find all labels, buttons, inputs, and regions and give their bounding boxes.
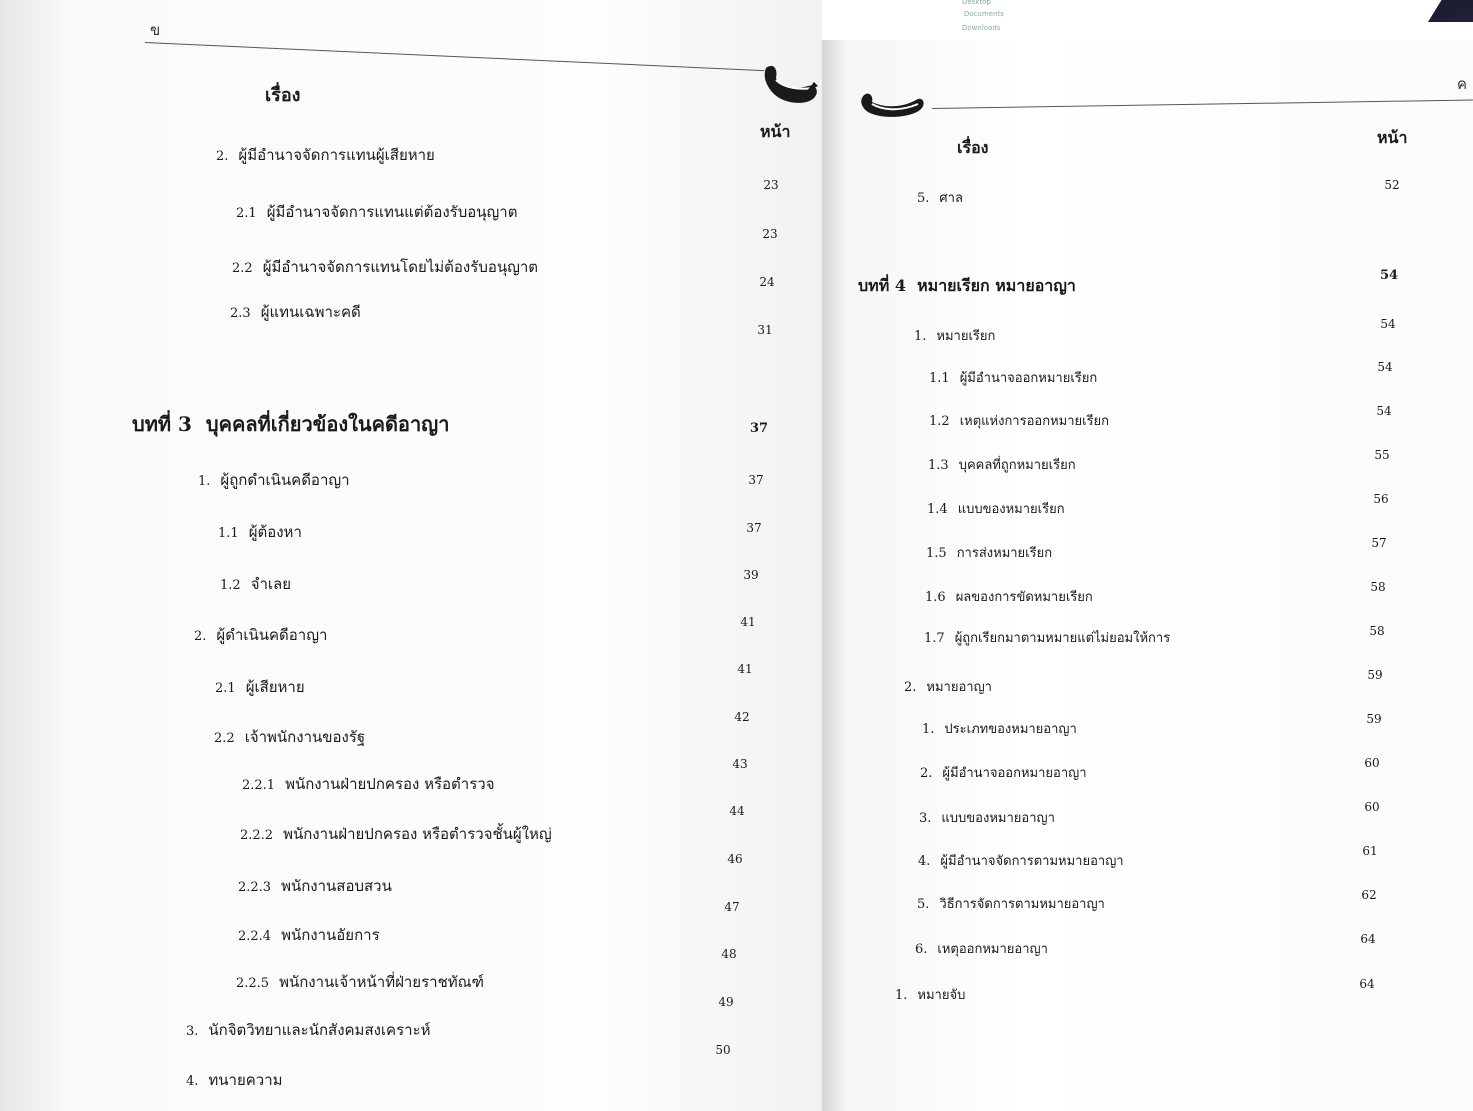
page-number: 37 xyxy=(746,521,762,535)
header-rule xyxy=(932,99,1473,109)
scroll-ornament-icon xyxy=(858,88,928,122)
toc-entry: 6. เหตุออกหมายอาญา xyxy=(915,942,1048,957)
page-number: 37 xyxy=(749,421,769,436)
page-number: 49 xyxy=(718,995,734,1009)
right-page xyxy=(822,40,1473,1111)
page-column-heading: หน้า xyxy=(760,122,791,141)
toc-entry: 2.2.3 พนักงานสอบสวน xyxy=(238,877,392,895)
page-number: 64 xyxy=(1360,932,1376,946)
toc-entry: 1.4 แบบของหมายเรียก xyxy=(927,502,1065,517)
page-number: 60 xyxy=(1364,800,1380,814)
header-rule xyxy=(145,42,764,71)
page-number: 24 xyxy=(759,275,775,289)
toc-entry: 3. แบบของหมายอาญา xyxy=(919,811,1055,826)
toc-entry: 2.2.1 พนักงานฝ่ายปกครอง หรือตำรวจ xyxy=(242,775,495,793)
toc-entry: 1.2 จำเลย xyxy=(220,575,292,593)
toc-entry: 1. ผู้ถูกดำเนินคดีอาญา xyxy=(198,471,350,489)
ghost-text: Downloads xyxy=(962,24,1001,32)
page-number: 54 xyxy=(1377,360,1393,374)
page-number: 61 xyxy=(1362,844,1378,858)
toc-entry: 1. หมายเรียก xyxy=(914,329,996,344)
page-number: 23 xyxy=(763,178,779,192)
page-number: 42 xyxy=(734,710,750,724)
toc-entry: 2.2.5 พนักงานเจ้าหน้าที่ฝ่ายราชทัณฑ์ xyxy=(236,973,485,991)
page-letter: ค xyxy=(1457,75,1468,93)
page-number: 31 xyxy=(757,323,773,337)
corner-shadow xyxy=(1428,0,1473,22)
ghost-text: Desktop xyxy=(962,0,991,6)
chapter-heading: บทที่ 4 หมายเรียก หมายอาญา xyxy=(858,276,1076,295)
toc-entry: 5. วิธีการจัดการตามหมายอาญา xyxy=(917,897,1105,912)
toc-entry: 1.5 การส่งหมายเรียก xyxy=(926,546,1053,561)
chapter-heading: บทที่ 3 บุคคลที่เกี่ยวข้องในคดีอาญา xyxy=(132,412,450,436)
page-number: 48 xyxy=(721,947,737,961)
page-number: 44 xyxy=(729,804,745,818)
toc-entry: 1.6 ผลของการขัดหมายเรียก xyxy=(925,590,1093,605)
page-column-heading: หน้า xyxy=(1377,128,1408,147)
toc-entry: 2.2.4 พนักงานอัยการ xyxy=(238,926,380,944)
toc-entry: 2.1 ผู้เสียหาย xyxy=(215,678,305,696)
page-number: 39 xyxy=(743,568,759,582)
page-number: 64 xyxy=(1359,977,1375,991)
toc-entry: 3. นักจิตวิทยาและนักสังคมสงเคราะห์ xyxy=(186,1021,431,1039)
page-number: 50 xyxy=(715,1043,731,1057)
toc-entry: 1.7 ผู้ถูกเรียกมาตามหมายแต่ไม่ยอมให้การ xyxy=(924,631,1171,646)
toc-entry: 1.1 ผู้มีอำนาจออกหมายเรียก xyxy=(929,371,1098,386)
page-number: 41 xyxy=(737,662,753,676)
page-number: 47 xyxy=(724,900,740,914)
toc-entry: 2.2 เจ้าพนักงานของรัฐ xyxy=(214,728,366,746)
toc-entry: 2.2 ผู้มีอำนาจจัดการแทนโดยไม่ต้องรับอนุญาต xyxy=(232,258,539,276)
page-number: 52 xyxy=(1384,178,1400,192)
toc-entry: 2.2.2 พนักงานฝ่ายปกครอง หรือตำรวจชั้นผู้ใหญ่ xyxy=(240,825,552,843)
page-number: 54 xyxy=(1379,268,1399,283)
toc-entry: 1.3 บุคคลที่ถูกหมายเรียก xyxy=(928,458,1076,473)
toc-heading: เรื่อง xyxy=(957,138,989,157)
scroll-ornament-icon xyxy=(760,62,822,110)
page-number: 56 xyxy=(1373,492,1389,506)
page-number: 23 xyxy=(762,227,778,241)
page-number: 55 xyxy=(1374,448,1390,462)
toc-entry: 1.1 ผู้ต้องหา xyxy=(218,523,302,541)
toc-entry: 1. ประเภทของหมายอาญา xyxy=(922,722,1077,737)
toc-entry: 2. ผู้มีอำนาจจัดการแทนผู้เสียหาย xyxy=(216,146,435,164)
background-strip xyxy=(822,0,1473,40)
toc-entry: 5. ศาล xyxy=(917,191,963,206)
page-number: 62 xyxy=(1361,888,1377,902)
page-number: 37 xyxy=(748,473,764,487)
toc-entry: 1. หมายจับ xyxy=(895,988,966,1003)
toc-entry: 2. หมายอาญา xyxy=(904,680,992,695)
page-number: 59 xyxy=(1367,668,1383,682)
page-number: 41 xyxy=(740,615,756,629)
toc-entry: 4. ทนายความ xyxy=(186,1071,283,1089)
page-number: 58 xyxy=(1370,580,1386,594)
toc-entry: 2.3 ผู้แทนเฉพาะคดี xyxy=(230,303,361,321)
toc-heading: เรื่อง xyxy=(265,85,301,106)
toc-entry: 2. ผู้มีอำนาจออกหมายอาญา xyxy=(920,766,1087,781)
page-number: 46 xyxy=(727,852,743,866)
page-letter: ข xyxy=(150,21,161,39)
toc-entry: 2.1 ผู้มีอำนาจจัดการแทนแต่ต้องรับอนุญาต xyxy=(236,203,518,221)
toc-entry: 4. ผู้มีอำนาจจัดการตามหมายอาญา xyxy=(918,854,1124,869)
toc-entry: 2. ผู้ดำเนินคดีอาญา xyxy=(194,626,328,644)
page-number: 60 xyxy=(1364,756,1380,770)
page-number: 54 xyxy=(1376,404,1392,418)
ghost-text: Documents xyxy=(964,10,1004,18)
page-number: 59 xyxy=(1366,712,1382,726)
page-number: 54 xyxy=(1380,317,1396,331)
page-number: 58 xyxy=(1369,624,1385,638)
toc-entry: 1.2 เหตุแห่งการออกหมายเรียก xyxy=(929,414,1110,429)
page-number: 43 xyxy=(732,757,748,771)
page-number: 57 xyxy=(1371,536,1387,550)
